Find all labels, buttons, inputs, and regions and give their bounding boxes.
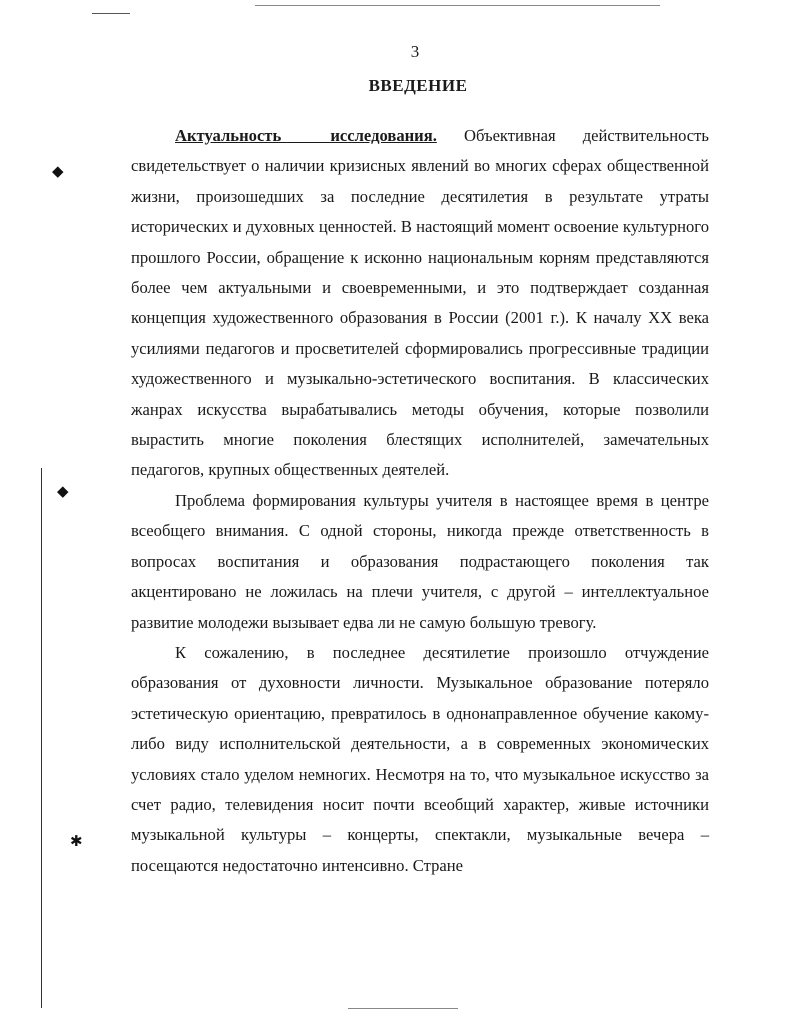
paragraph-text: Объективная действительность свидетельствует о наличии кризисных явлений во многих сферах общественной жизни, произошедших за последние десятилетия в результате утраты исторических и духовных ценностей. В настоящий момент освоение культурного прошлого России, обращение к исконно национальным корням представляются более чем актуальными и своевременными, и это подтверждает созданная концепция художественного образования в России (2001 г.). К началу XX века усилиями педагогов и просветителей сформировались прогрессивные традиции художественного и музыкально-эстетического воспитания. В классических жанрах искусства вырабатывались методы обучения, которые позволили вырастить многие поколения блестящих исполнителей, замечательных педагогов, крупных общественных деятелей. xyxy=(131,126,709,480)
paragraph xyxy=(131,486,709,638)
margin-mark: ◆ xyxy=(57,484,69,500)
scan-margin-rule xyxy=(41,468,42,1008)
page-number: 3 xyxy=(410,42,420,61)
paragraph-text: Проблема формирования культуры учителя в настоящее время в центре всеобщего внимания. С одной стороны, никогда прежде ответственность в вопросах воспитания и образования подрастающего поколения так акцентировано не ложилась на плечи учителя, с другой – интеллектуальное развитие молодежи вызывает едва ли не самую большую тревогу. xyxy=(131,490,709,632)
scan-artifact-top-left xyxy=(92,13,130,14)
scan-artifact-bottom xyxy=(348,1008,458,1009)
section-heading: ВВЕДЕНИЕ xyxy=(368,76,468,95)
body-text xyxy=(131,121,709,881)
scan-artifact-top-right xyxy=(255,5,660,6)
margin-mark: ✱ xyxy=(70,834,83,850)
margin-mark: ◆ xyxy=(52,164,64,180)
paragraph xyxy=(131,121,709,486)
paragraph-lead: Актуальность исследования. xyxy=(175,126,437,145)
paragraph-text: К сожалению, в последнее десятилетие произошло отчуждение образования от духовности личности. Музыкальное образование потеряло эстетическую ориентацию, превратилось в однонаправленное обучение какому-либо виду исполнительской деятельности, а в современных экономических условиях стало уделом немногих. Несмотря на то, что музыкальное искусство за счет радио, телевидения носит почти всеобщий характер, живые источники музыкальной культуры – концерты, спектакли, музыкальные вечера – посещаются недостаточно интенсивно. Стране xyxy=(131,642,709,875)
paragraph xyxy=(131,638,709,881)
